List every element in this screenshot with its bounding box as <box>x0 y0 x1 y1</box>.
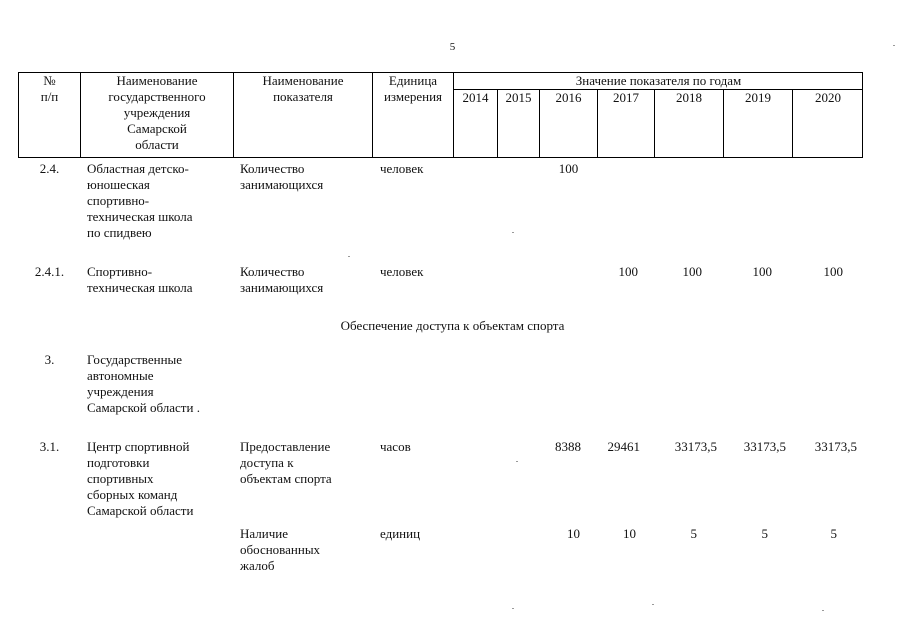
scan-speck <box>516 461 518 462</box>
row-num: 2.4.1. <box>34 264 65 279</box>
row-indicator: Наличие обоснованных жалоб <box>240 526 321 573</box>
scan-speck <box>893 45 895 46</box>
row-value-2019: 5 <box>761 526 768 541</box>
row-value-2019: 100 <box>752 264 772 279</box>
row-indicator: Количество занимающихся <box>240 264 324 295</box>
header-values-by-year: Значение показателя по годам <box>575 73 742 88</box>
header-unit: Единица измерения <box>383 73 443 104</box>
row-value-2017: 100 <box>618 264 638 279</box>
row-value-2016: 100 <box>558 161 579 176</box>
row-unit: человек <box>380 161 424 176</box>
header-year: 2018 <box>676 90 702 105</box>
header-year: 2020 <box>815 90 841 105</box>
header-indicator: Наименование показателя <box>262 73 344 104</box>
row-num: 3. <box>44 352 55 367</box>
row-institution: Государственные автономные учреждения Самарской области . <box>87 352 200 415</box>
header-year: 2015 <box>505 90 532 105</box>
row-value-2020: 5 <box>830 526 837 541</box>
row-indicator: Количество занимающихся <box>240 161 324 192</box>
row-indicator: Предоставление доступа к объектам спорта <box>240 439 332 486</box>
header-year: 2016 <box>555 90 582 105</box>
row-unit: человек <box>380 264 424 279</box>
row-institution: Областная детско- юношеская спортивно- техническая школа по спидвею <box>87 161 193 240</box>
row-num: 2.4. <box>39 161 60 176</box>
row-institution: Спортивно- техническая школа <box>87 264 193 295</box>
header-num: № п/п <box>40 73 59 104</box>
row-value-2018: 5 <box>690 526 697 541</box>
row-value-2018: 100 <box>682 264 702 279</box>
scan-speck <box>512 608 514 609</box>
row-num: 3.1. <box>39 439 60 454</box>
page-number: 5 <box>449 41 456 53</box>
header-year: 2014 <box>462 90 489 105</box>
row-unit: единиц <box>380 526 421 541</box>
scan-speck <box>822 610 824 611</box>
header-year: 2019 <box>745 90 771 105</box>
scan-speck <box>512 232 514 233</box>
row-value-2019: 33173,5 <box>743 439 786 454</box>
row-value-2016: 8388 <box>555 439 581 454</box>
scan-speck <box>652 604 654 605</box>
header-institution: Наименование государственного учреждения Самарской области <box>108 73 206 152</box>
scan-speck <box>348 256 350 257</box>
row-institution: Центр спортивной подготовки спортивных сборных команд Самарской области <box>87 439 194 518</box>
section-title: Обеспечение доступа к объектам спорта <box>340 318 565 333</box>
row-unit: часов <box>380 439 411 454</box>
row-value-2017: 10 <box>623 526 636 541</box>
row-value-2018: 33173,5 <box>674 439 717 454</box>
header-year: 2017 <box>613 90 639 105</box>
row-value-2017: 29461 <box>607 439 640 454</box>
row-value-2020: 100 <box>823 264 843 279</box>
row-value-2020: 33173,5 <box>814 439 857 454</box>
row-value-2016: 10 <box>567 526 580 541</box>
